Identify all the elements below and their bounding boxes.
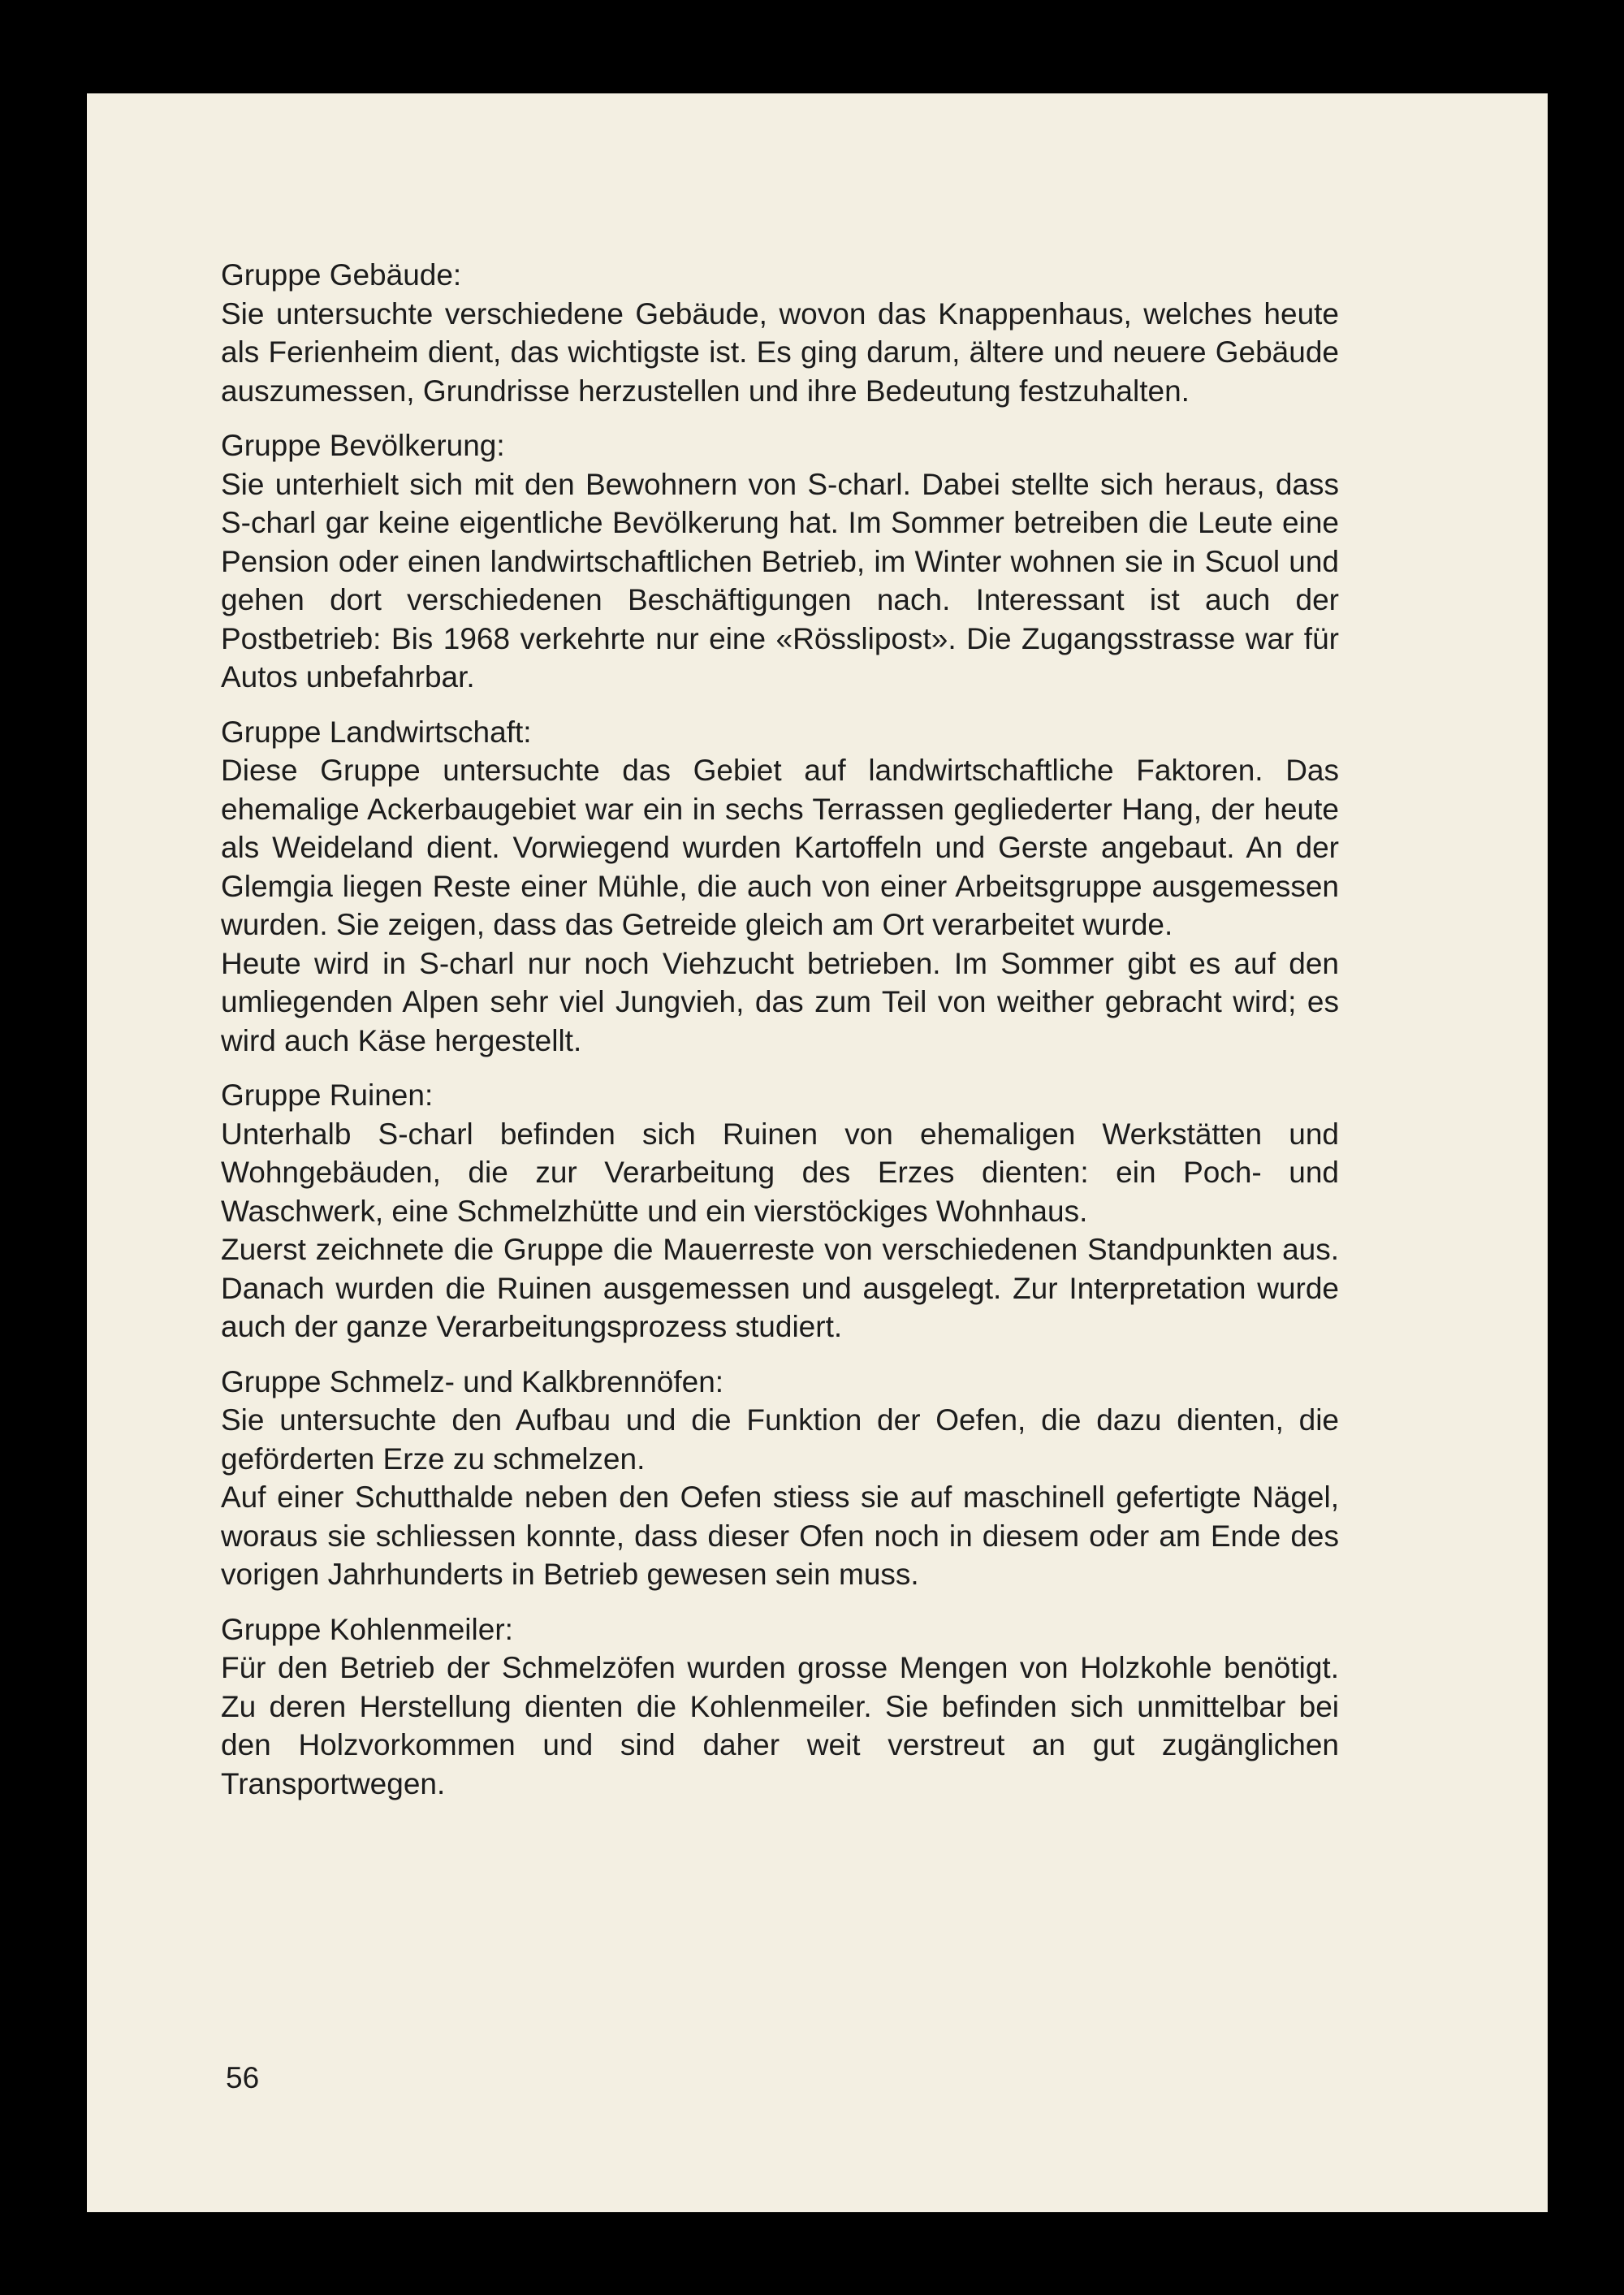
section-heading: Gruppe Gebäude: xyxy=(221,258,462,292)
page-body xyxy=(221,256,1339,1819)
section-kohlenmeiler xyxy=(221,1610,1339,1804)
section-paragraph: Sie untersuchte den Aufbau und die Funktion der Oefen, die dazu dienten, die geförderten Erze zu schmelzen. xyxy=(221,1403,1339,1476)
section-paragraph: Diese Gruppe untersuchte das Gebiet auf landwirtschaftliche Faktoren. Das ehemalige Ackerbaugebiet war ein in sechs Terrassen gegliederter Hang, der heute als Weideland dient. Vorwiegend wurden Kartoffeln und Gerste angebaut. An der Glemgia liegen Reste einer Mühle, die auch von einer Arbeitsgruppe ausgemessen wurden. Sie zeigen, dass das Getreide gleich am Ort verarbeitet wurde. xyxy=(221,754,1339,941)
section-ruinen xyxy=(221,1076,1339,1346)
section-paragraph: Auf einer Schutthalde neben den Oefen stiess sie auf maschinell gefertigte Nägel, woraus sie schliessen konnte, dass dieser Ofen noch in diesem oder am Ende des vorigen Jahrhunderts in Betrieb gewesen sein muss. xyxy=(221,1480,1339,1591)
section-heading: Gruppe Schmelz- und Kalkbrennöfen: xyxy=(221,1364,724,1398)
section-paragraph: Sie untersuchte verschiedene Gebäude, wovon das Knappenhaus, welches heute als Ferienheim dient, das wichtigste ist. Es ging darum, ältere und neuere Gebäude auszumessen, Grundrisse herzustellen und ihre Bedeutung festzuhalten. xyxy=(221,296,1339,408)
section-gebaeude xyxy=(221,256,1339,410)
section-bevoelkerung xyxy=(221,426,1339,697)
page-number: 56 xyxy=(226,2061,260,2094)
section-landwirtschaft xyxy=(221,713,1339,1061)
section-paragraph: Für den Betrieb der Schmelzöfen wurden grosse Mengen von Holzkohle benötigt. Zu deren Herstellung dienten die Kohlenmeiler. Sie befinden sich unmittelbar bei den Holzvorkommen und sind daher weit verstreut an gut zugänglichen Transportwegen. xyxy=(221,1651,1339,1800)
section-schmelzoefen xyxy=(221,1363,1339,1594)
section-paragraph: Heute wird in S-charl nur noch Viehzucht betrieben. Im Sommer gibt es auf den umliegenden Alpen sehr viel Jungvieh, das zum Teil von weither gebracht wird; es wird auch Käse hergestellt. xyxy=(221,946,1339,1057)
section-heading: Gruppe Kohlenmeiler: xyxy=(221,1612,513,1646)
section-paragraph: Unterhalb S-charl befinden sich Ruinen von ehemaligen Werkstätten und Wohngebäuden, die zur Verarbeitung des Erzes dienten: ein Poch- und Waschwerk, eine Schmelzhütte und ein vierstöckiges Wohnhaus. xyxy=(221,1117,1339,1228)
section-paragraph: Sie unterhielt sich mit den Bewohnern von S-charl. Dabei stellte sich heraus, dass S-charl gar keine eigentliche Bevölkerung hat. Im Sommer betreiben die Leute eine Pension oder einen landwirtschaftlichen Betrieb, im Winter wohnen sie in Scuol und gehen dort verschiedenen Beschäftigungen nach. Interessant ist auch der Postbetrieb: Bis 1968 verkehrte nur eine «Rösslipost». Die Zugangsstrasse war für Autos unbefahrbar. xyxy=(221,467,1339,694)
section-heading: Gruppe Ruinen: xyxy=(221,1078,434,1112)
section-heading: Gruppe Landwirtschaft: xyxy=(221,715,532,749)
section-heading: Gruppe Bevölkerung: xyxy=(221,429,505,462)
section-paragraph: Zuerst zeichnete die Gruppe die Mauerreste von verschiedenen Standpunkten aus. Danach wurden die Ruinen ausgemessen und ausgelegt. Zur Interpretation wurde auch der ganze Verarbeitungsprozess studiert. xyxy=(221,1233,1339,1343)
document-page xyxy=(87,93,1548,2212)
